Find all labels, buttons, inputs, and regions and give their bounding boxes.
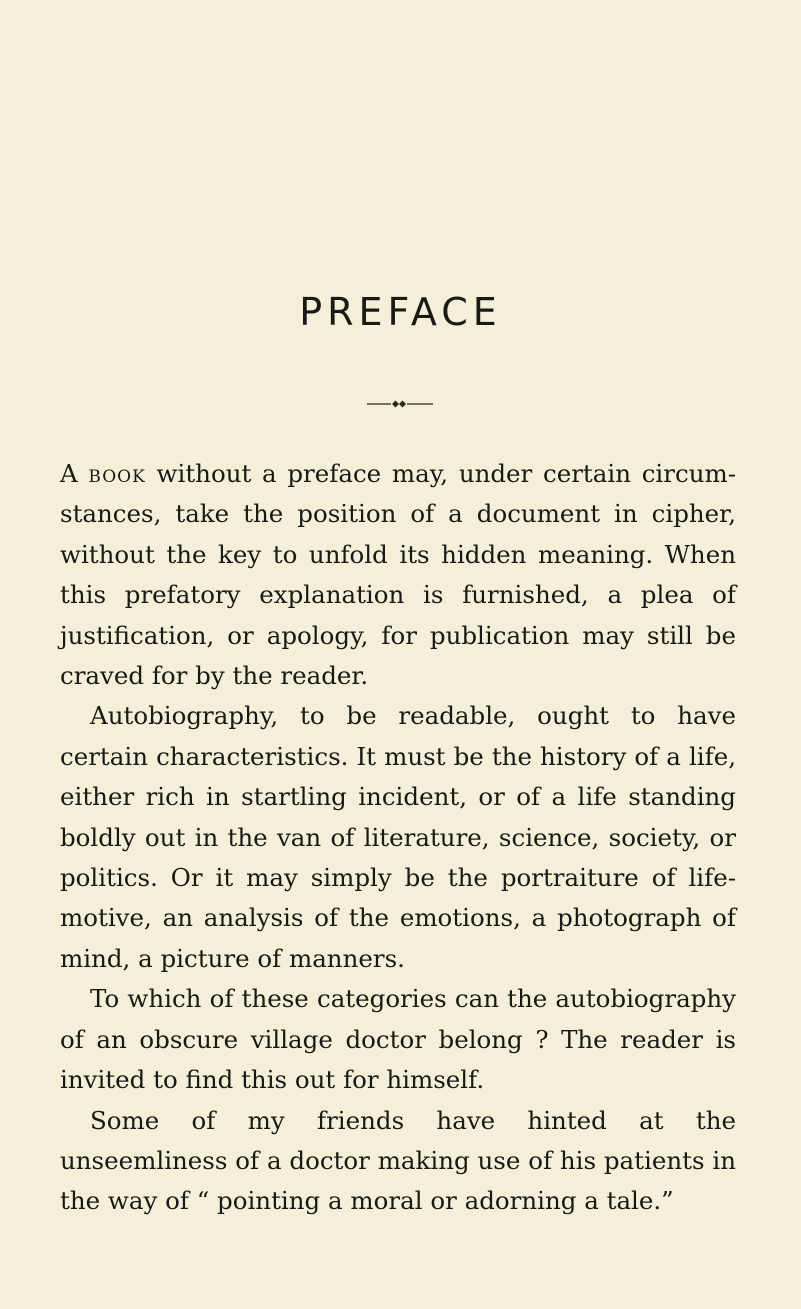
paragraph-2: Autobiography, to be readable, ought to have certain characteristics. It must be the history of a life, either rich in startling incident, or of a life standing boldly out in the van of literature, science, society, or politics. Or it may simply be the portraiture of life-motive, an analysis of the emotions, a photograph of mind, a picture of manners. — [60, 701, 736, 973]
preface-body — [60, 454, 736, 1222]
paragraph-3: To which of these categories can the autobiography of an obscure village doctor belong ? The reader is invited to find this out for himself. — [60, 984, 736, 1095]
paragraph-1-text: without a preface may, under certain circumstances, take the position of a document in cipher, without the key to unfold its hidden meaning. When this prefatory explanation is furnished, a plea of justification, or apology, for publication may still be craved for by the reader. — [60, 459, 736, 691]
lead-smallcaps-word: book — [88, 459, 146, 488]
paragraph-4: Some of my friends have hinted at the unseemliness of a doctor making use of his patients in the way of “ pointing a moral or adorning a tale.” — [60, 1105, 736, 1216]
paragraph-1 — [60, 454, 736, 696]
page-title: PREFACE — [299, 290, 502, 334]
lead-letter: A — [60, 459, 78, 488]
diamond-rule-ornament-icon — [367, 398, 433, 410]
